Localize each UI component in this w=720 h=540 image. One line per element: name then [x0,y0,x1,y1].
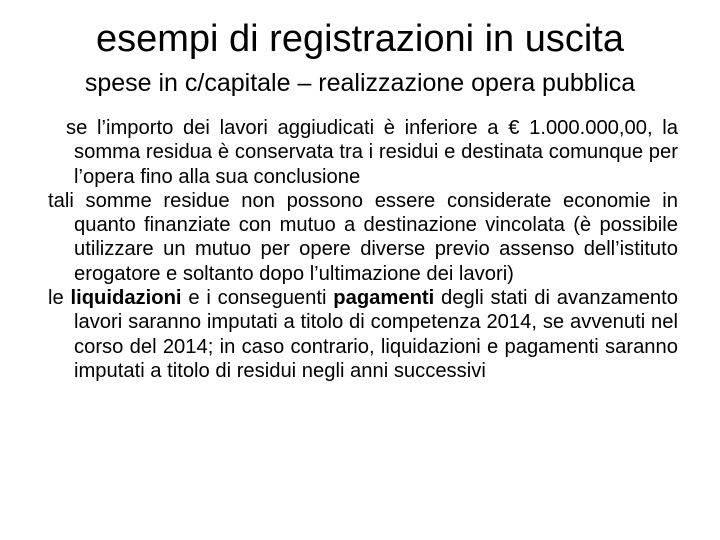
paragraph-liquidazioni-pagamenti [48,286,678,383]
paragraph-somme-residue: tali somme residue non possono essere considerate economie in quanto finanziate con mutuo a destinazione vincolata (è possibile utilizzare un mutuo per opere diverse previo assenso dell’istituto erogatore e soltanto dopo l’ultimazione dei lavori) [48,189,678,285]
paragraph-text-3: degli stati di avanzamento lavori saranno imputati a titolo di competenza 2014, se avvenuti nel corso del 2014; in caso contrario, liquidazioni e pagamenti saranno imputati a titolo di residui negli anni successivi [74,287,678,382]
paragraph-importo-lavori: se l’importo dei lavori aggiudicati è inferiore a € 1.000.000,00, la somma residua è conservata tra i residui e destinata comunque per l’opera fino alla sua conclusione [66,117,678,188]
bold-term-pagamenti: pagamenti [333,287,435,310]
paragraph-text-1: le [48,287,71,310]
slide-title: esempi di registrazioni in uscita [95,18,624,60]
slide-body [48,116,678,383]
slide-subtitle: spese in c/capitale – realizzazione opera pubblica [84,69,636,97]
bold-term-liquidazioni: liquidazioni [70,287,182,310]
paragraph-text-2: e i conseguenti [181,287,334,310]
